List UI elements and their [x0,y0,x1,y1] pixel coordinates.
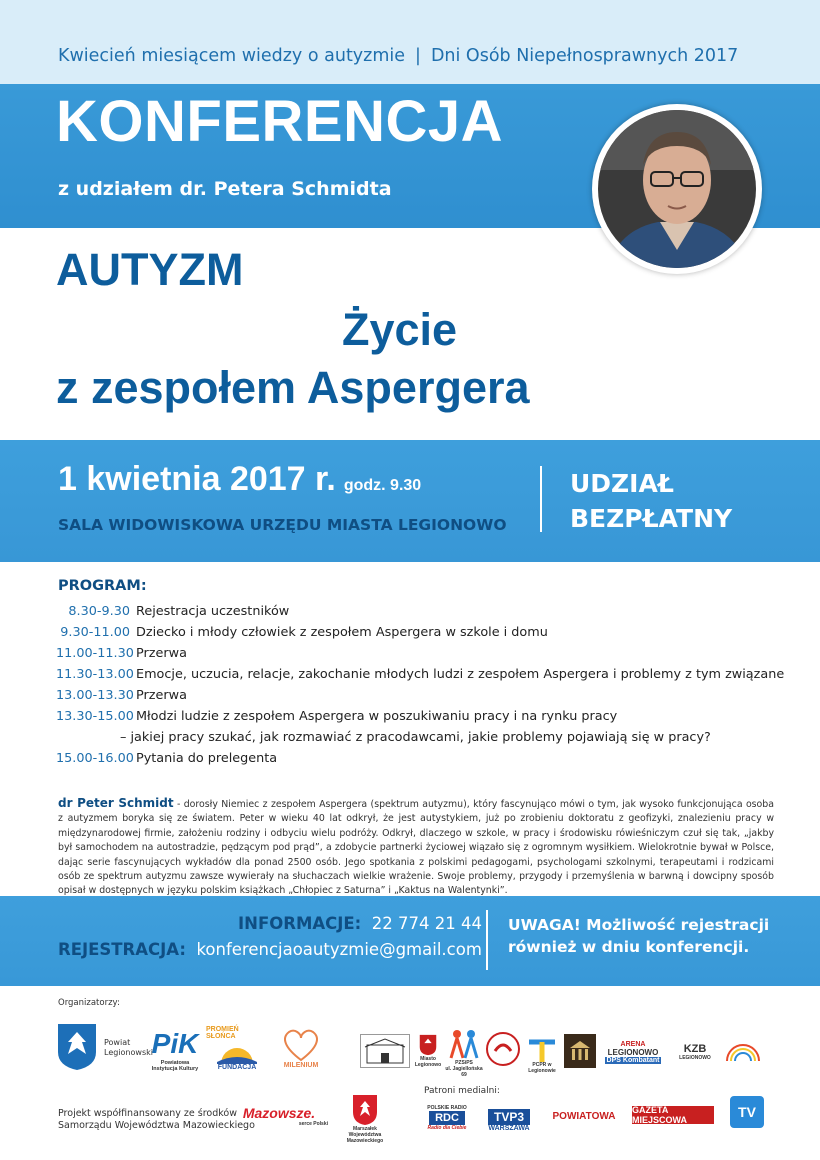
mazowsze-text: Mazowsze. [242,1105,316,1121]
powiat-text-1: Powiat [104,1038,131,1047]
event-date-text: 1 kwietnia 2017 r. [58,460,336,498]
program-item [56,709,617,724]
event-date [58,460,421,499]
registration-note-line-2: również w dniu konferencji. [508,938,750,956]
arena-text-2: LEGIONOWO [607,1047,659,1057]
pzsips-logo [444,1028,484,1078]
miasto-text-2: Legionowo [414,1062,442,1068]
organizers-label: Organizatorzy: [58,998,120,1008]
pik-sub-1: Powiatowa [160,1060,190,1066]
milenium-logo [276,1020,326,1076]
promien-text-2: FUNDACJA [217,1063,257,1071]
rdc-top-text: POLSKIE RADIO [427,1105,467,1111]
arena-text-1: ARENA [620,1040,646,1048]
tagline-separator: | [415,46,421,66]
speaker-bio [58,796,774,899]
program-text: Dziecko i młody człowiek z zespołem Aspergera w szkole i domu [136,625,548,640]
miasto-legionowo-logo [416,1034,440,1068]
registration-note [508,914,769,958]
tagline-right: Dni Osób Niepełnosprawnych 2017 [430,46,739,66]
tagline-left: Kwiecień miesiącem wiedzy o autyzmie [58,46,406,66]
info-label: INFORMACJE: [238,914,362,933]
program-text: Przerwa [136,646,187,661]
program-heading: PROGRAM: [58,578,147,594]
mazowsze-logo [230,1104,328,1128]
phone-number[interactable]: 22 774 21 44 [371,914,482,933]
registration-email-link[interactable]: konferencjaoautyzmie@gmail.com [196,940,482,959]
free-entry-line-2: BEZPŁATNY [570,504,733,533]
speaker-name: dr Peter Schmidt [58,796,174,810]
speaker-portrait-image [598,110,756,268]
marszalek-text-2: Województwa Mazowieckiego [346,1132,384,1144]
program-item [56,625,548,640]
media-patrons-label: Patroni medialni: [424,1086,500,1096]
legionowo-circle-logo [484,1030,522,1068]
kzb-logo [670,1036,720,1068]
program-text: Emocje, uczucia, relacje, zakochanie młodych ludzi z zespołem Aspergera i problemy z tym związane [136,667,785,682]
program-time: 8.30-9.30 [68,604,130,619]
program-item-continuation [120,730,711,745]
program-text: Rejestracja uczestników [136,604,290,619]
program-item [56,667,784,682]
pik-sub-2: Instytucja Kultury [151,1066,199,1072]
family-rainbow-logo [722,1036,764,1066]
pik-logo [150,1020,200,1080]
info-registration-line [58,940,482,959]
powiat-crest-logo [56,1022,98,1072]
promien-text-1: PROMIEŃ SŁOŃCA [206,1025,239,1040]
tvp3-logo [484,1104,534,1136]
milenium-text: MILENIUM [283,1061,319,1069]
tagline [58,46,738,66]
miasto-text-1: Miasto [420,1056,436,1062]
speaker-photo [592,104,762,274]
info-separator [486,910,488,970]
arena-dps-logo [602,1034,664,1070]
powiatowa-logo: POWIATOWA [552,1110,616,1122]
rdc-text: RDC [429,1111,465,1125]
program-time: 11.30-13.00 [56,667,134,682]
rdc-logo [424,1100,470,1136]
headline-line-1: AUTYZM [56,244,244,295]
registration-label: REJESTRACJA: [58,940,186,959]
tvp-sub-text: WARSZAWA [488,1124,530,1132]
program-item [56,751,277,766]
pcpr-text: PCPR w Legionowie [528,1062,556,1074]
program-time: 13.30-15.00 [56,709,134,724]
tvp-text: TVP3 [488,1109,530,1125]
kzb-sub-text: LEGIONOWO [679,1055,711,1061]
powiat-logo-text [104,1038,153,1058]
page-subtitle: z udziałem dr. Petera Schmidta [58,178,392,200]
free-entry [570,466,732,536]
date-separator [540,466,542,532]
gazeta-miejscowa-logo: GAZETA MIEJSCOWA [632,1106,714,1124]
program-item [56,688,187,703]
program-time: 11.00-11.30 [56,646,134,661]
tv-logo: TV [730,1096,764,1128]
partner-building-logo [360,1034,410,1068]
mazowsze-sub: serce Polski [298,1121,328,1127]
program-time: 9.30-11.00 [60,625,130,640]
program-text: Młodzi ludzie z zespołem Aspergera w poszukiwaniu pracy i na rynku pracy [136,709,618,724]
headline-line-2: Życie [342,304,458,355]
museum-logo [564,1034,596,1068]
rdc-sub-text: Radio dla Ciebie [427,1125,467,1131]
powiat-text-2: Legionowski [104,1048,153,1057]
program-text: Przerwa [136,688,187,703]
dps-text: DPS Kombatant [606,1056,660,1064]
project-line-1: Projekt współfinansowany ze środków [58,1108,238,1119]
kzb-text: KZB [683,1043,707,1055]
program-time: 13.00-13.30 [56,688,134,703]
event-venue: SALA WIDOWISKOWA URZĘDU MIASTA LEGIONOWO [58,516,507,534]
registration-note-line-1: UWAGA! Możliwość rejestracji [508,916,770,934]
pzsips-text-2: ul. Jagiellońska 69 [445,1066,483,1078]
promien-slonca-logo [206,1020,268,1076]
marszalek-text-1: Marszałek [353,1126,377,1132]
page-title: KONFERENCJA [56,89,503,154]
speaker-bio-text: - dorosły Niemiec z zespołem Aspergera (spektrum autyzmu), który fascynująco mówi o tym, jak wysoko funkcjonująca osoba z autyzmem boryka się ze światem. Peter w wieku 40 lat odkrył, że jest autystykiem, już po zrobieniu doktoratu z geofizyki, znalezieniu pracy w międzynarodowej firmie, założeniu rodziny i odbyciu wielu podróży. Odkrył, dlaczego w szkole, w pracy i środowisku rówieśniczym czuł się tak, „jakby był samochodem na autostradzie, pędzącym pod prąd”, a zdobycie partnerki życiowej wiązało się z ogromnym wysiłkiem. Wielokrotnie bywał w Polsce, dając serie fascynujących wykładów dla ponad 2500 osób. Jego spotkania z polskimi pedagogami, psychologami szkolnymi, terapeutami i rodzicami osób ze spektrum autyzmu zawsze wywierały na słuchaczach wielkie wrażenie. Swoje problemy, przygody i przemyślenia w barwną i dowcipny sposób opisał w dostępnych w języku polskim książkach „Chłopiec z Saturna” i „Kaktus na Walentynki”. [58,799,774,897]
header-light-stripe [0,0,820,84]
pzsips-text-1: PZSiPS [455,1060,473,1066]
program-text: Pytania do prelegenta [136,751,278,766]
free-entry-line-1: UDZIAŁ [570,469,674,498]
project-funding-note [58,1108,255,1132]
program-item [56,604,289,619]
headline-line-3: z zespołem Aspergera [56,362,530,413]
pik-logo-text: PiK [151,1028,199,1059]
pcpr-logo [524,1032,560,1076]
project-line-2: Samorządu Województwa Mazowieckiego [58,1120,255,1131]
marszalek-logo [338,1090,392,1148]
info-phone-line [238,914,482,933]
program-item [56,646,187,661]
program-time: 15.00-16.00 [56,751,134,766]
event-hour: godz. 9.30 [343,477,422,494]
program-text: – jakiej pracy szukać, jak rozmawiać z pracodawcami, jakie problemy pojawiają się w pracy? [120,730,711,745]
